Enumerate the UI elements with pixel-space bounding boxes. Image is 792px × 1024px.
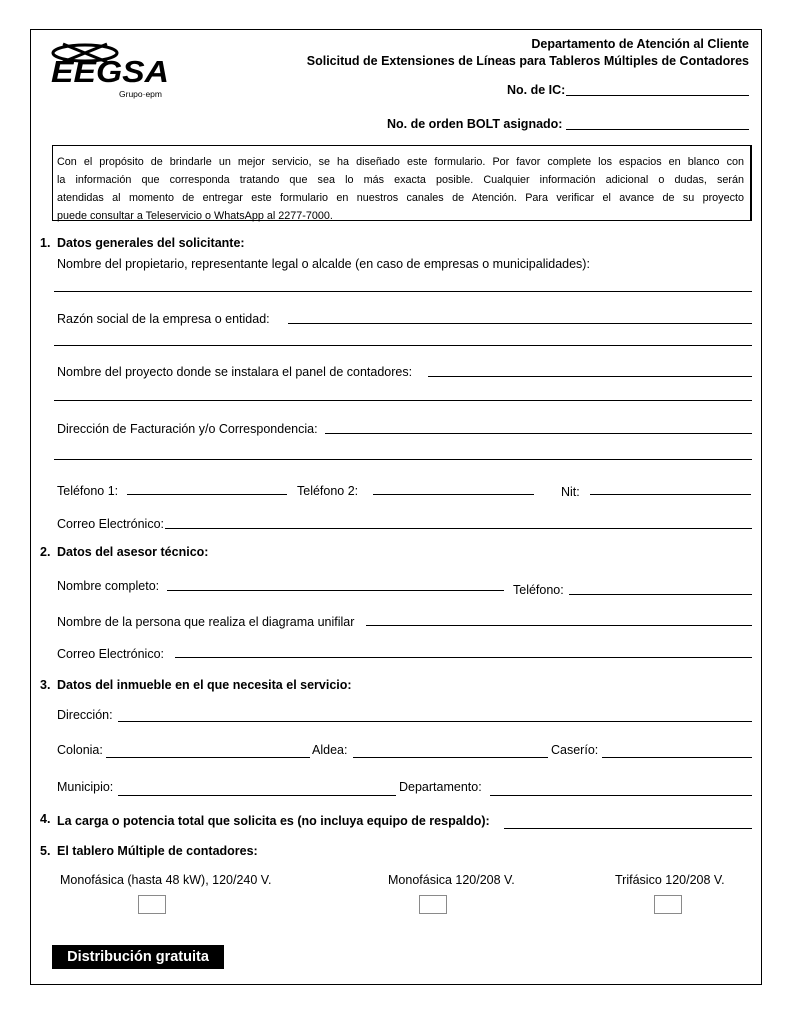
email-field[interactable]: [165, 528, 752, 529]
aldea-label: Aldea:: [312, 743, 348, 757]
advisor-phone-field[interactable]: [569, 594, 752, 595]
bolt-label: No. de orden BOLT asignado:: [387, 117, 563, 131]
option-monofasica-240-checkbox[interactable]: [138, 895, 166, 914]
owner-label: Nombre del propietario, representante legal o alcalde (en caso de empresas o municipalidades):: [57, 257, 590, 271]
intro-line: puede consultar a Teleservicio o WhatsApp al 2277-7000.: [57, 210, 333, 222]
diagram-author-label: Nombre de la persona que realiza el diagrama unifilar: [57, 615, 355, 629]
municipio-field[interactable]: [118, 795, 396, 796]
advisor-email-field[interactable]: [175, 657, 752, 658]
bolt-field[interactable]: [566, 129, 749, 130]
option-monofasica-208-checkbox[interactable]: [419, 895, 447, 914]
phone1-field[interactable]: [127, 494, 287, 495]
ic-label: No. de IC:: [507, 83, 566, 97]
project-field-2[interactable]: [54, 400, 752, 401]
project-field[interactable]: [428, 376, 752, 377]
property-address-field[interactable]: [118, 721, 752, 722]
svg-text:Grupo·epm: Grupo·epm: [119, 89, 162, 99]
intro-box: [52, 145, 752, 221]
eegsa-logo: [45, 38, 175, 102]
form-title: Solicitud de Extensiones de Líneas para Tableros Múltiples de Contadores: [306, 54, 749, 68]
billing-address-field-2[interactable]: [54, 459, 752, 460]
diagram-author-field[interactable]: [366, 625, 752, 626]
section4-number: 4.: [40, 812, 51, 826]
company-label: Razón social de la empresa o entidad:: [57, 312, 270, 326]
property-address-label: Dirección:: [57, 708, 113, 722]
ic-field[interactable]: [566, 95, 749, 96]
aldea-field[interactable]: [353, 757, 548, 758]
phone2-field[interactable]: [373, 494, 534, 495]
colonia-field[interactable]: [106, 757, 310, 758]
phone1-label: Teléfono 1:: [57, 484, 119, 498]
email-label: Correo Electrónico:: [57, 517, 164, 531]
option-monofasica-240-label: Monofásica (hasta 48 kW), 120/240 V.: [60, 873, 272, 887]
caserio-field[interactable]: [602, 757, 752, 758]
nit-label: Nit:: [561, 485, 580, 499]
billing-address-label: Dirección de Facturación y/o Correspondencia:: [57, 422, 318, 436]
advisor-name-field[interactable]: [167, 590, 504, 591]
option-monofasica-208-label: Monofásica 120/208 V.: [388, 873, 515, 887]
power-field[interactable]: [504, 828, 752, 829]
department-title: Departamento de Atención al Cliente: [531, 37, 749, 51]
municipio-label: Municipio:: [57, 780, 114, 794]
section1-title: Datos generales del solicitante:: [57, 236, 245, 250]
advisor-name-label: Nombre completo:: [57, 579, 160, 593]
section2-number: 2.: [40, 545, 51, 559]
section1-number: 1.: [40, 236, 51, 250]
colonia-label: Colonia:: [57, 743, 103, 757]
section2-title: Datos del asesor técnico:: [57, 545, 209, 559]
owner-field[interactable]: [54, 291, 752, 292]
company-field-2[interactable]: [54, 345, 752, 346]
departamento-field[interactable]: [490, 795, 752, 796]
caserio-label: Caserío:: [551, 743, 599, 757]
section3-title: Datos del inmueble en el que necesita el servicio:: [57, 678, 352, 692]
intro-line: Con el propósito de brindarle un mejor servicio, se ha diseñado este formulario. Por favor complete los espacios en blanco con: [57, 156, 744, 168]
nit-field[interactable]: [590, 494, 751, 495]
option-trifasico-208-label: Trifásico 120/208 V.: [615, 873, 725, 887]
section5-number: 5.: [40, 844, 51, 858]
departamento-label: Departamento:: [399, 780, 482, 794]
advisor-email-label: Correo Electrónico:: [57, 647, 164, 661]
project-label: Nombre del proyecto donde se instalara el panel de contadores:: [57, 365, 413, 379]
advisor-phone-label: Teléfono:: [513, 583, 564, 597]
intro-line: la información que corresponda tratando que sea lo más exacta posible. Cualquier información adicional o dudas, serán: [57, 174, 744, 186]
section5-title: El tablero Múltiple de contadores:: [57, 844, 258, 858]
company-field[interactable]: [288, 323, 752, 324]
phone2-label: Teléfono 2:: [297, 484, 359, 498]
billing-address-field[interactable]: [325, 433, 752, 434]
section3-number: 3.: [40, 678, 51, 692]
free-distribution-badge: Distribución gratuita: [52, 945, 224, 969]
intro-line: atendidas al momento de entregar este formulario en nuestros canales de Atención. Para verificar el avance de su proyecto: [57, 192, 744, 204]
svg-text:EEGSA: EEGSA: [51, 54, 169, 89]
option-trifasico-208-checkbox[interactable]: [654, 895, 682, 914]
section4-title: La carga o potencia total que solicita es (no incluya equipo de respaldo):: [57, 814, 490, 828]
